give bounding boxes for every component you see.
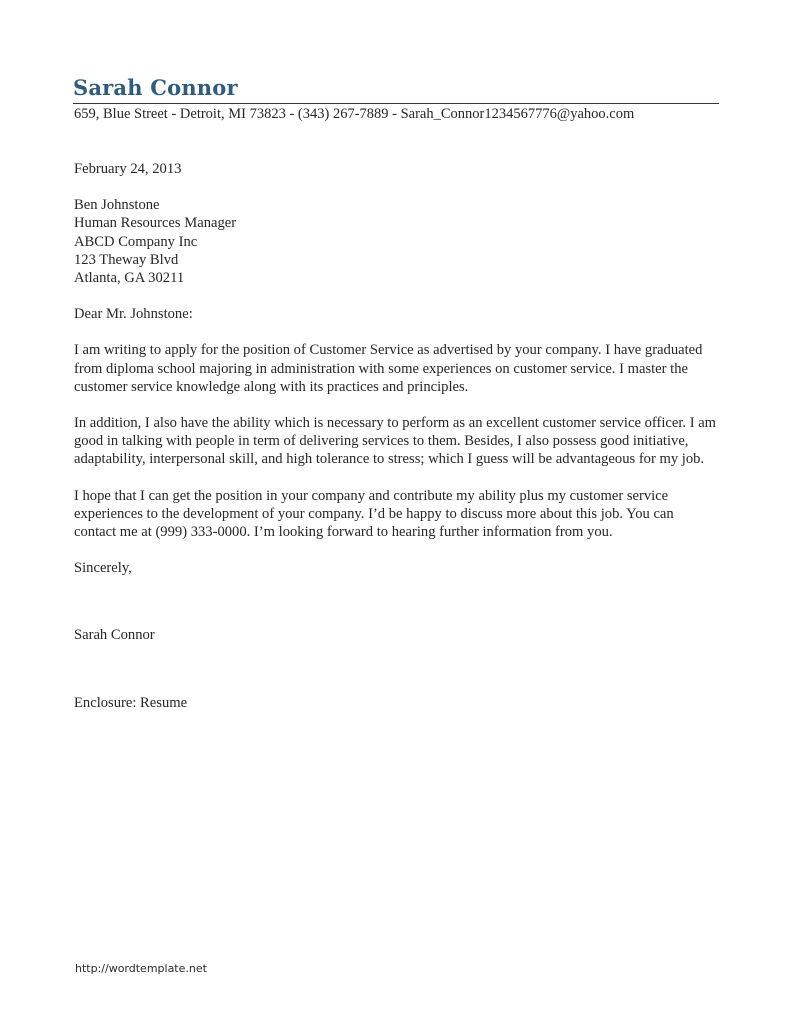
recipient-name: Ben Johnstone <box>74 197 160 214</box>
body-paragraph-1: I am writing to apply for the position of Customer Service as advertised by your company. I have graduated from diploma school majoring in administration with some experiences on customer service. I master the customer service knowledge along with its practices and principles. <box>74 342 703 395</box>
date-line: February 24, 2013 <box>74 161 182 177</box>
letter-body <box>73 160 719 712</box>
recipient-job-title: Human Resources Manager <box>74 215 237 232</box>
letterhead-divider <box>73 103 719 104</box>
footer-template-url: http://wordtemplate.net <box>75 962 207 975</box>
recipient-street: 123 Theway Blvd <box>74 251 179 268</box>
closing-line: Sincerely, <box>74 560 132 577</box>
enclosure-note: Enclosure: Resume <box>74 694 188 711</box>
sender-name-heading: Sarah Connor <box>73 75 238 100</box>
salutation: Dear Mr. Johnstone: <box>74 306 193 323</box>
signature-name: Sarah Connor <box>74 627 155 644</box>
recipient-company: ABCD Company Inc <box>74 233 198 250</box>
letterhead <box>73 0 719 123</box>
body-paragraph-3: I hope that I can get the position in your company and contribute my ability plus my customer service experiences to the development of your company. I’d be happy to discuss more about this job. You can contact me at (999) 333-0000. I’m looking forward to hearing further information from you. <box>74 487 674 541</box>
page-content <box>73 0 719 712</box>
contact-info-line: 659, Blue Street - Detroit, MI 73823 - (343) 267-7889 - Sarah_Connor1234567776@yahoo.com <box>74 106 635 122</box>
recipient-city-state-zip: Atlanta, GA 30211 <box>74 270 185 287</box>
body-paragraph-2: In addition, I also have the ability which is necessary to perform as an excellent customer service officer. I am good in talking with people in term of delivering services to them. Besides, I also possess good initiative, adaptability, interpersonal skill, and high tolerance to stress; which I guess will be advantageous for my job. <box>74 415 717 468</box>
recipient-address-block <box>74 196 719 287</box>
